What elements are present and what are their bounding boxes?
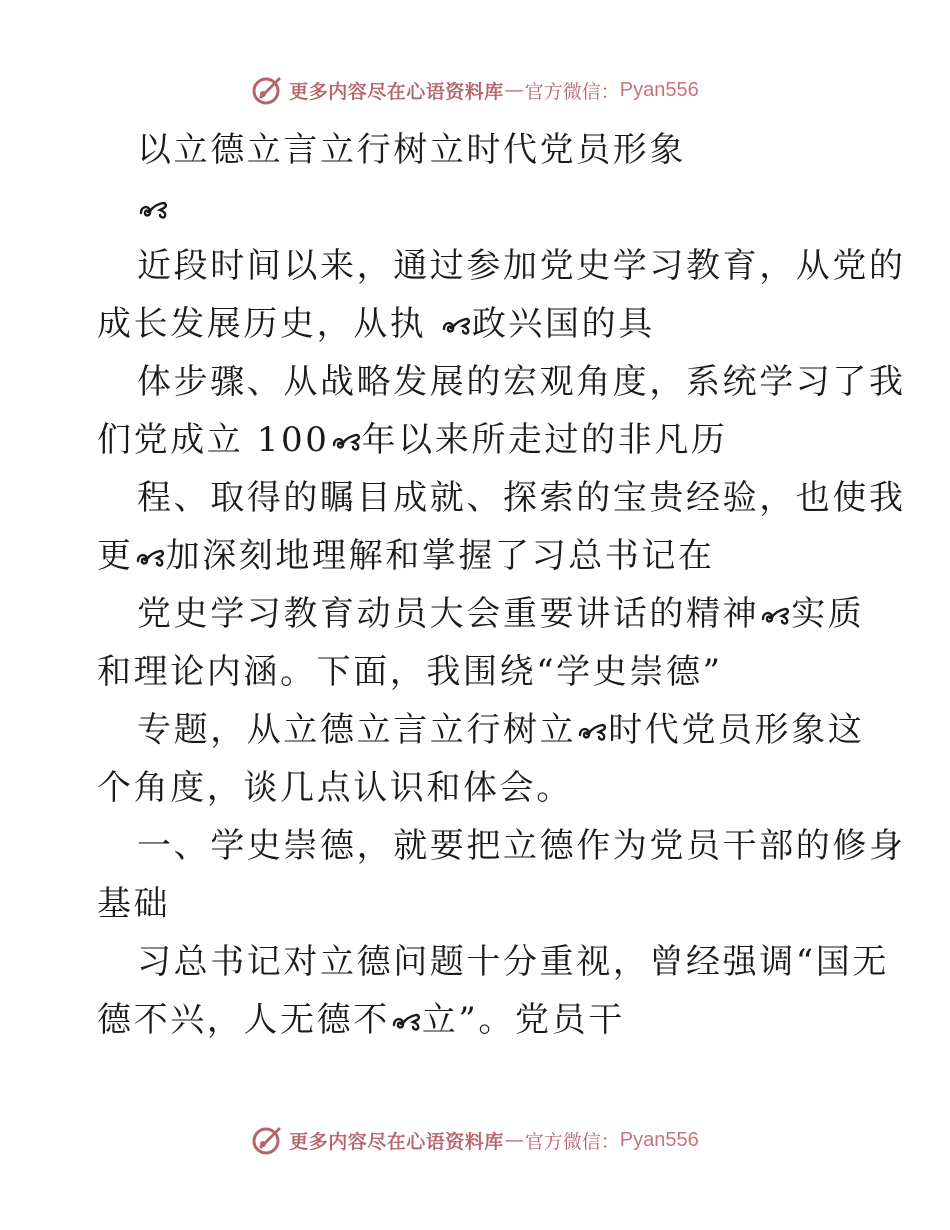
banner-dash: — (504, 1129, 524, 1151)
text-line (97, 237, 906, 295)
text-line (97, 817, 906, 875)
text-line (97, 527, 857, 585)
text-line (97, 701, 865, 759)
banner-dash: — (504, 79, 524, 101)
line-text: 加深刻地理解和掌握了习总书记在 (165, 536, 715, 576)
scroll-ornament-icon (391, 1011, 421, 1033)
line-text: 更 (97, 536, 134, 576)
line-text: 习总书记对立德问题十分重视，曾经强调“国无 (137, 942, 889, 982)
brush-logo-icon (251, 73, 285, 107)
text-line (97, 585, 865, 643)
scroll-ornament-icon (441, 315, 471, 337)
line-text: 成长发展历史，从执 (97, 304, 440, 344)
banner-wechat-label: 官方微信： (524, 1130, 620, 1153)
line-text: 以立德立言立行树立时代党员形象 (137, 130, 686, 170)
scroll-ornament-icon (135, 547, 165, 569)
text-line (97, 295, 857, 353)
text-line (97, 875, 857, 933)
line-text: 基础 (97, 884, 171, 924)
line-text: 政兴国的具 (471, 304, 655, 344)
scroll-ornament-icon (577, 721, 607, 743)
text-line (97, 643, 857, 701)
line-text: 程、取得的瞩目成就、探索的宝贵经验，也使我 (137, 478, 906, 518)
line-text: 实质 (791, 594, 865, 634)
text-line (97, 411, 857, 469)
scroll-ornament-icon (760, 605, 790, 627)
line-text: 一、学史崇德，就要把立德作为党员干部的修身 (137, 826, 906, 866)
line-text: 们党成立 100 (97, 420, 330, 460)
line-text: 党史学习教育动员大会重要讲话的精神 (137, 594, 760, 634)
line-text: 体步骤、从战略发展的宏观角度，系统学习了我 (137, 362, 906, 402)
line-text: 立”。党员干 (421, 1000, 625, 1040)
banner-text: 更多内容尽在心语资料库 (289, 80, 504, 103)
banner-contact: Pyan556 (619, 78, 699, 101)
text-line (97, 469, 906, 527)
line-text: 德不兴，人无德不 (97, 1000, 390, 1040)
line-text: 近段时间以来，通过参加党史学习教育，从党的 (137, 246, 906, 286)
line-text: 和理论内涵。下面，我围绕“学史崇德” (97, 652, 723, 692)
banner-text: 更多内容尽在心语资料库 (289, 1130, 504, 1153)
header-banner (0, 70, 950, 110)
line-text: 个角度，谈几点认识和体会。 (97, 768, 573, 808)
brush-logo-icon (251, 1123, 285, 1157)
scroll-ornament-icon (138, 199, 168, 221)
text-line (97, 121, 857, 179)
banner-contact: Pyan556 (619, 1128, 699, 1151)
text-line (97, 933, 889, 991)
line-text: 时代党员形象这 (608, 710, 865, 750)
line-text: 年以来所走过的非凡历 (361, 420, 728, 460)
footer-banner (0, 1120, 950, 1160)
document-body (97, 121, 906, 1049)
text-line (97, 759, 857, 817)
line-text: 专题，从立德立言立行树立 (137, 710, 577, 750)
text-line (97, 991, 857, 1049)
text-line (97, 353, 906, 411)
banner-wechat-label: 官方微信： (524, 80, 620, 103)
scroll-ornament-icon (331, 431, 361, 453)
text-line (97, 179, 857, 237)
